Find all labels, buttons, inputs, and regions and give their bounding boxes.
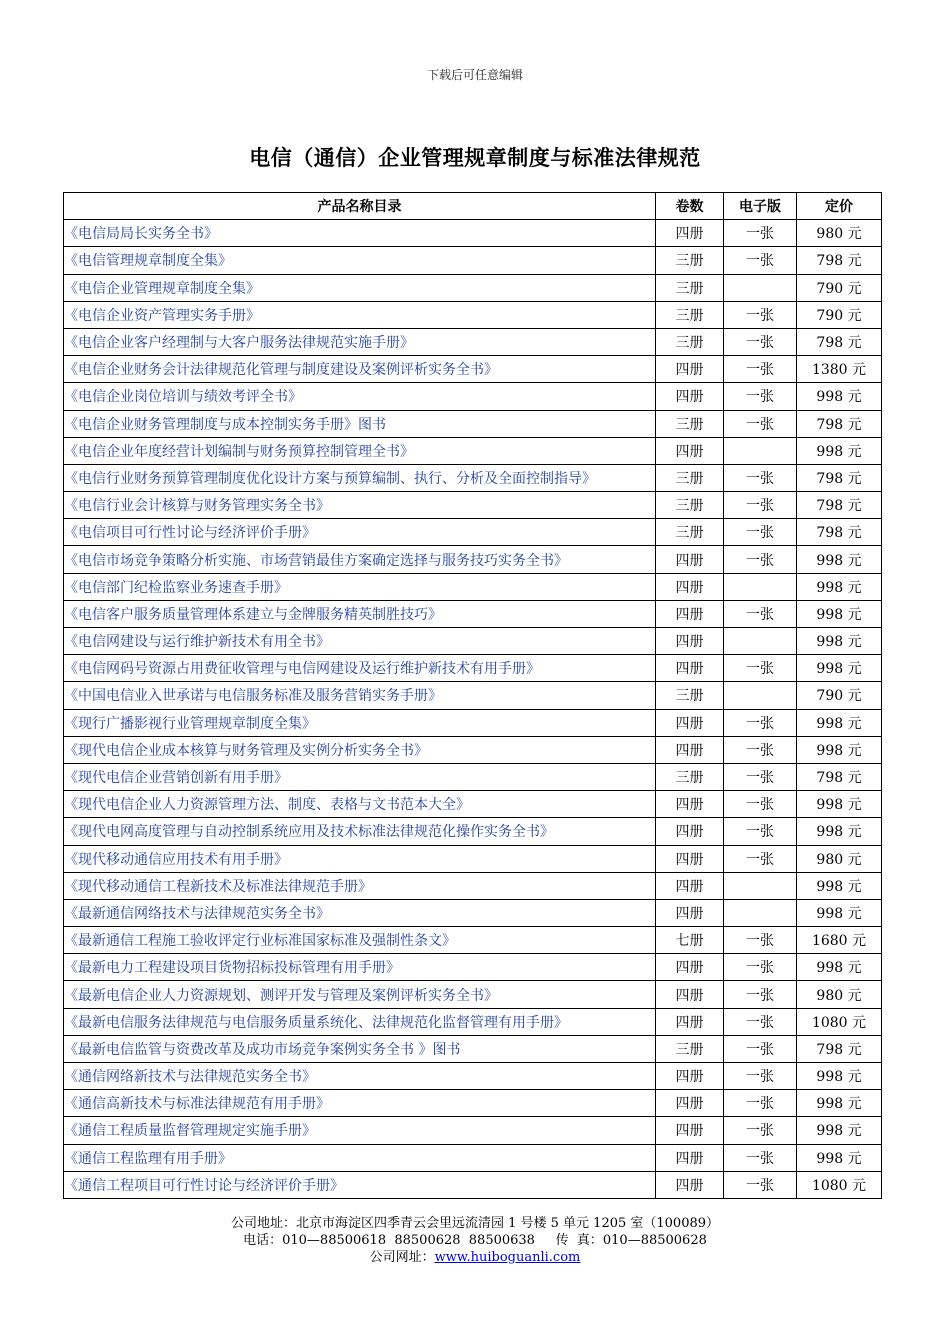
price-cell: 998 元: [797, 709, 882, 736]
volumes-cell: 四册: [656, 437, 724, 464]
price-cell: 998 元: [797, 1063, 882, 1090]
ebook-cell: 一张: [724, 356, 797, 383]
product-name-cell[interactable]: 《最新通信网络技术与法律规范实务全书》: [64, 899, 656, 926]
table-row: [64, 410, 882, 437]
product-name-cell[interactable]: 《电信企业年度经营计划编制与财务预算控制管理全书》: [64, 437, 656, 464]
footer-phone: 电话：010—88500618 88500628 88500638 传 真：010—88500628: [243, 1233, 707, 1248]
product-name-cell[interactable]: 《通信工程监理有用手册》: [64, 1144, 656, 1171]
table-row: [64, 1063, 882, 1090]
volumes-cell: 四册: [656, 600, 724, 627]
ebook-cell: 一张: [724, 927, 797, 954]
ebook-cell: 一张: [724, 655, 797, 682]
volumes-cell: 四册: [656, 356, 724, 383]
price-cell: 998 元: [797, 546, 882, 573]
table-row: [64, 1090, 882, 1117]
table-row: [64, 464, 882, 491]
product-name-cell[interactable]: 《现代移动通信工程新技术及标准法律规范手册》: [64, 872, 656, 899]
product-name-cell[interactable]: 《电信行业财务预算管理制度优化设计方案与预算编制、执行、分析及全面控制指导》: [64, 464, 656, 491]
table-row: [64, 383, 882, 410]
table-row: [64, 655, 882, 682]
product-name-cell[interactable]: 《电信项目可行性讨论与经济评价手册》: [64, 519, 656, 546]
ebook-cell: 一张: [724, 1144, 797, 1171]
table-row: [64, 763, 882, 790]
table-row: [64, 492, 882, 519]
table-row: [64, 899, 882, 926]
price-cell: 790 元: [797, 682, 882, 709]
ebook-cell: 一张: [724, 1063, 797, 1090]
ebook-cell: 一张: [724, 981, 797, 1008]
volumes-cell: 四册: [656, 709, 724, 736]
volumes-cell: 四册: [656, 1144, 724, 1171]
volumes-cell: 四册: [656, 655, 724, 682]
volumes-cell: 三册: [656, 464, 724, 491]
table-row: [64, 356, 882, 383]
volumes-cell: 三册: [656, 1035, 724, 1062]
footer-address: 公司地址：北京市海淀区四季青云会里远流清园 1 号楼 5 单元 1205 室（100089）: [230, 1216, 720, 1231]
product-name-cell[interactable]: 《电信网码号资源占用费征收管理与电信网建设及运行维护新技术有用手册》: [64, 655, 656, 682]
price-cell: 998 元: [797, 1117, 882, 1144]
price-cell: 998 元: [797, 1090, 882, 1117]
product-name-cell[interactable]: 《电信市场竞争策略分析实施、市场营销最佳方案确定选择与服务技巧实务全书》: [64, 546, 656, 573]
price-cell: 980 元: [797, 981, 882, 1008]
volumes-cell: 四册: [656, 845, 724, 872]
ebook-cell: [724, 628, 797, 655]
product-name-cell[interactable]: 《中国电信业入世承诺与电信服务标准及服务营销实务手册》: [64, 682, 656, 709]
ebook-cell: 一张: [724, 600, 797, 627]
product-name-cell[interactable]: 《现代电网高度管理与自动控制系统应用及技术标准法律规范化操作实务全书》: [64, 818, 656, 845]
ebook-cell: [724, 872, 797, 899]
price-cell: 998 元: [797, 818, 882, 845]
volumes-cell: 三册: [656, 410, 724, 437]
table-row: [64, 600, 882, 627]
volumes-cell: 三册: [656, 492, 724, 519]
ebook-cell: 一张: [724, 763, 797, 790]
table-row: [64, 519, 882, 546]
price-cell: 998 元: [797, 600, 882, 627]
table-row: [64, 981, 882, 1008]
price-cell: 980 元: [797, 220, 882, 247]
product-name-cell[interactable]: 《通信工程项目可行性讨论与经济评价手册》: [64, 1171, 656, 1198]
product-name-cell[interactable]: 《现代电信企业成本核算与财务管理及实例分析实务全书》: [64, 736, 656, 763]
volumes-cell: 四册: [656, 220, 724, 247]
header-note: 下载后可任意编辑: [426, 68, 523, 82]
volumes-cell: 三册: [656, 274, 724, 301]
volumes-cell: 四册: [656, 899, 724, 926]
price-cell: 998 元: [797, 573, 882, 600]
footer-website-label: 公司网址：: [369, 1250, 435, 1265]
product-name-cell[interactable]: 《电信企业管理规章制度全集》: [64, 274, 656, 301]
price-cell: 790 元: [797, 274, 882, 301]
ebook-cell: 一张: [724, 845, 797, 872]
ebook-cell: [724, 437, 797, 464]
product-name-cell[interactable]: 《电信局局长实务全书》: [64, 220, 656, 247]
volumes-cell: 四册: [656, 1117, 724, 1144]
table-row: [64, 546, 882, 573]
table-row: [64, 682, 882, 709]
ebook-cell: 一张: [724, 709, 797, 736]
volumes-cell: 四册: [656, 1171, 724, 1198]
ebook-cell: 一张: [724, 954, 797, 981]
ebook-cell: [724, 682, 797, 709]
product-name-cell[interactable]: 《最新电信服务法律规范与电信服务质量系统化、法律规范化监督管理有用手册》: [64, 1008, 656, 1035]
ebook-cell: 一张: [724, 410, 797, 437]
table-header-row: [64, 193, 882, 220]
ebook-cell: 一张: [724, 1117, 797, 1144]
volumes-cell: 三册: [656, 682, 724, 709]
product-name-cell[interactable]: 《电信管理规章制度全集》: [64, 247, 656, 274]
table-row: [64, 1035, 882, 1062]
table-row: [64, 220, 882, 247]
volumes-cell: 三册: [656, 247, 724, 274]
ebook-cell: [724, 274, 797, 301]
price-cell: 998 元: [797, 872, 882, 899]
ebook-cell: 一张: [724, 736, 797, 763]
price-cell: 1680 元: [797, 927, 882, 954]
ebook-cell: 一张: [724, 383, 797, 410]
ebook-cell: 一张: [724, 301, 797, 328]
ebook-cell: 一张: [724, 1008, 797, 1035]
price-cell: 998 元: [797, 736, 882, 763]
header-price: 定价: [797, 193, 882, 220]
product-name-cell[interactable]: 《通信高新技术与标准法律规范有用手册》: [64, 1090, 656, 1117]
product-name-cell[interactable]: 《现代电信企业营销创新有用手册》: [64, 763, 656, 790]
price-cell: 998 元: [797, 954, 882, 981]
price-cell: 1080 元: [797, 1008, 882, 1035]
ebook-cell: 一张: [724, 247, 797, 274]
ebook-cell: 一张: [724, 818, 797, 845]
table-row: [64, 1171, 882, 1198]
volumes-cell: 三册: [656, 519, 724, 546]
volumes-cell: 四册: [656, 818, 724, 845]
ebook-cell: 一张: [724, 519, 797, 546]
table-row: [64, 437, 882, 464]
price-cell: 998 元: [797, 437, 882, 464]
volumes-cell: 四册: [656, 546, 724, 573]
table-row: [64, 1008, 882, 1035]
volumes-cell: 四册: [656, 383, 724, 410]
product-name-cell[interactable]: 《电信企业岗位培训与绩效考评全书》: [64, 383, 656, 410]
volumes-cell: 四册: [656, 1090, 724, 1117]
price-cell: 798 元: [797, 247, 882, 274]
product-name-cell[interactable]: 《电信网建设与运行维护新技术有用全书》: [64, 628, 656, 655]
table-row: [64, 274, 882, 301]
price-cell: 998 元: [797, 1144, 882, 1171]
product-name-cell[interactable]: 《电信企业财务管理制度与成本控制实务手册》图书: [64, 410, 656, 437]
table-row: [64, 1144, 882, 1171]
footer-website: [0, 1249, 950, 1266]
price-cell: 798 元: [797, 763, 882, 790]
table-row: [64, 845, 882, 872]
price-cell: 998 元: [797, 655, 882, 682]
ebook-cell: 一张: [724, 1090, 797, 1117]
table-row: [64, 1117, 882, 1144]
price-cell: 1080 元: [797, 1171, 882, 1198]
price-cell: 790 元: [797, 301, 882, 328]
volumes-cell: 四册: [656, 573, 724, 600]
volumes-cell: 七册: [656, 927, 724, 954]
table-row: [64, 736, 882, 763]
price-cell: 998 元: [797, 791, 882, 818]
ebook-cell: 一张: [724, 492, 797, 519]
page-title: 电信（通信）企业管理规章制度与标准法律规范: [249, 146, 701, 170]
price-cell: 798 元: [797, 328, 882, 355]
ebook-cell: 一张: [724, 220, 797, 247]
header-ebook: 电子版: [724, 193, 797, 220]
table-row: [64, 791, 882, 818]
ebook-cell: 一张: [724, 546, 797, 573]
price-cell: 798 元: [797, 410, 882, 437]
product-name-cell[interactable]: 《电信企业财务会计法律规范化管理与制度建设及案例评析实务全书》: [64, 356, 656, 383]
product-name-cell[interactable]: 《最新电力工程建设项目货物招标投标管理有用手册》: [64, 954, 656, 981]
header-name: 产品名称目录: [64, 193, 656, 220]
product-name-cell[interactable]: 《最新电信企业人力资源规划、测评开发与管理及案例评析实务全书》: [64, 981, 656, 1008]
website-link[interactable]: www.huiboguanli.com: [434, 1250, 581, 1265]
ebook-cell: 一张: [724, 791, 797, 818]
price-cell: 798 元: [797, 1035, 882, 1062]
ebook-cell: [724, 899, 797, 926]
product-name-cell[interactable]: 《电信客户服务质量管理体系建立与金牌服务精英制胜技巧》: [64, 600, 656, 627]
table-row: [64, 301, 882, 328]
product-name-cell[interactable]: 《现行广播影视行业管理规章制度全集》: [64, 709, 656, 736]
table-row: [64, 247, 882, 274]
table-row: [64, 328, 882, 355]
table-row: [64, 954, 882, 981]
product-name-cell[interactable]: 《现代电信企业人力资源管理方法、制度、表格与文书范本大全》: [64, 791, 656, 818]
volumes-cell: 三册: [656, 328, 724, 355]
price-cell: 998 元: [797, 628, 882, 655]
volumes-cell: 四册: [656, 1063, 724, 1090]
volumes-cell: 四册: [656, 736, 724, 763]
volumes-cell: 三册: [656, 301, 724, 328]
product-name-cell[interactable]: 《电信企业资产管理实务手册》: [64, 301, 656, 328]
table-row: [64, 818, 882, 845]
product-name-cell[interactable]: 《通信网络新技术与法律规范实务全书》: [64, 1063, 656, 1090]
header-volumes: 卷数: [656, 193, 724, 220]
volumes-cell: 四册: [656, 872, 724, 899]
product-name-cell[interactable]: 《最新通信工程施工验收评定行业标准国家标准及强制性条文》: [64, 927, 656, 954]
table-row: [64, 573, 882, 600]
product-catalog-table: [63, 192, 882, 1199]
price-cell: 798 元: [797, 519, 882, 546]
table-row: [64, 628, 882, 655]
product-name-cell[interactable]: 《现代移动通信应用技术有用手册》: [64, 845, 656, 872]
table-row: [64, 872, 882, 899]
volumes-cell: 四册: [656, 1008, 724, 1035]
volumes-cell: 四册: [656, 954, 724, 981]
ebook-cell: 一张: [724, 1035, 797, 1062]
ebook-cell: 一张: [724, 1171, 797, 1198]
price-cell: 798 元: [797, 492, 882, 519]
ebook-cell: 一张: [724, 464, 797, 491]
price-cell: 980 元: [797, 845, 882, 872]
price-cell: 998 元: [797, 899, 882, 926]
product-name-cell[interactable]: 《最新电信监管与资费改革及成功市场竞争案例实务全书 》图书: [64, 1035, 656, 1062]
product-name-cell[interactable]: 《通信工程质量监督管理规定实施手册》: [64, 1117, 656, 1144]
table-row: [64, 709, 882, 736]
price-cell: 798 元: [797, 464, 882, 491]
ebook-cell: 一张: [724, 328, 797, 355]
volumes-cell: 四册: [656, 791, 724, 818]
product-name-cell[interactable]: 《电信行业会计核算与财务管理实务全书》: [64, 492, 656, 519]
volumes-cell: 四册: [656, 628, 724, 655]
ebook-cell: [724, 573, 797, 600]
footer: [0, 1215, 950, 1266]
product-name-cell[interactable]: 《电信部门纪检监察业务速查手册》: [64, 573, 656, 600]
table-row: [64, 927, 882, 954]
volumes-cell: 三册: [656, 763, 724, 790]
price-cell: 1380 元: [797, 356, 882, 383]
product-name-cell[interactable]: 《电信企业客户经理制与大客户服务法律规范实施手册》: [64, 328, 656, 355]
volumes-cell: 四册: [656, 981, 724, 1008]
price-cell: 998 元: [797, 383, 882, 410]
